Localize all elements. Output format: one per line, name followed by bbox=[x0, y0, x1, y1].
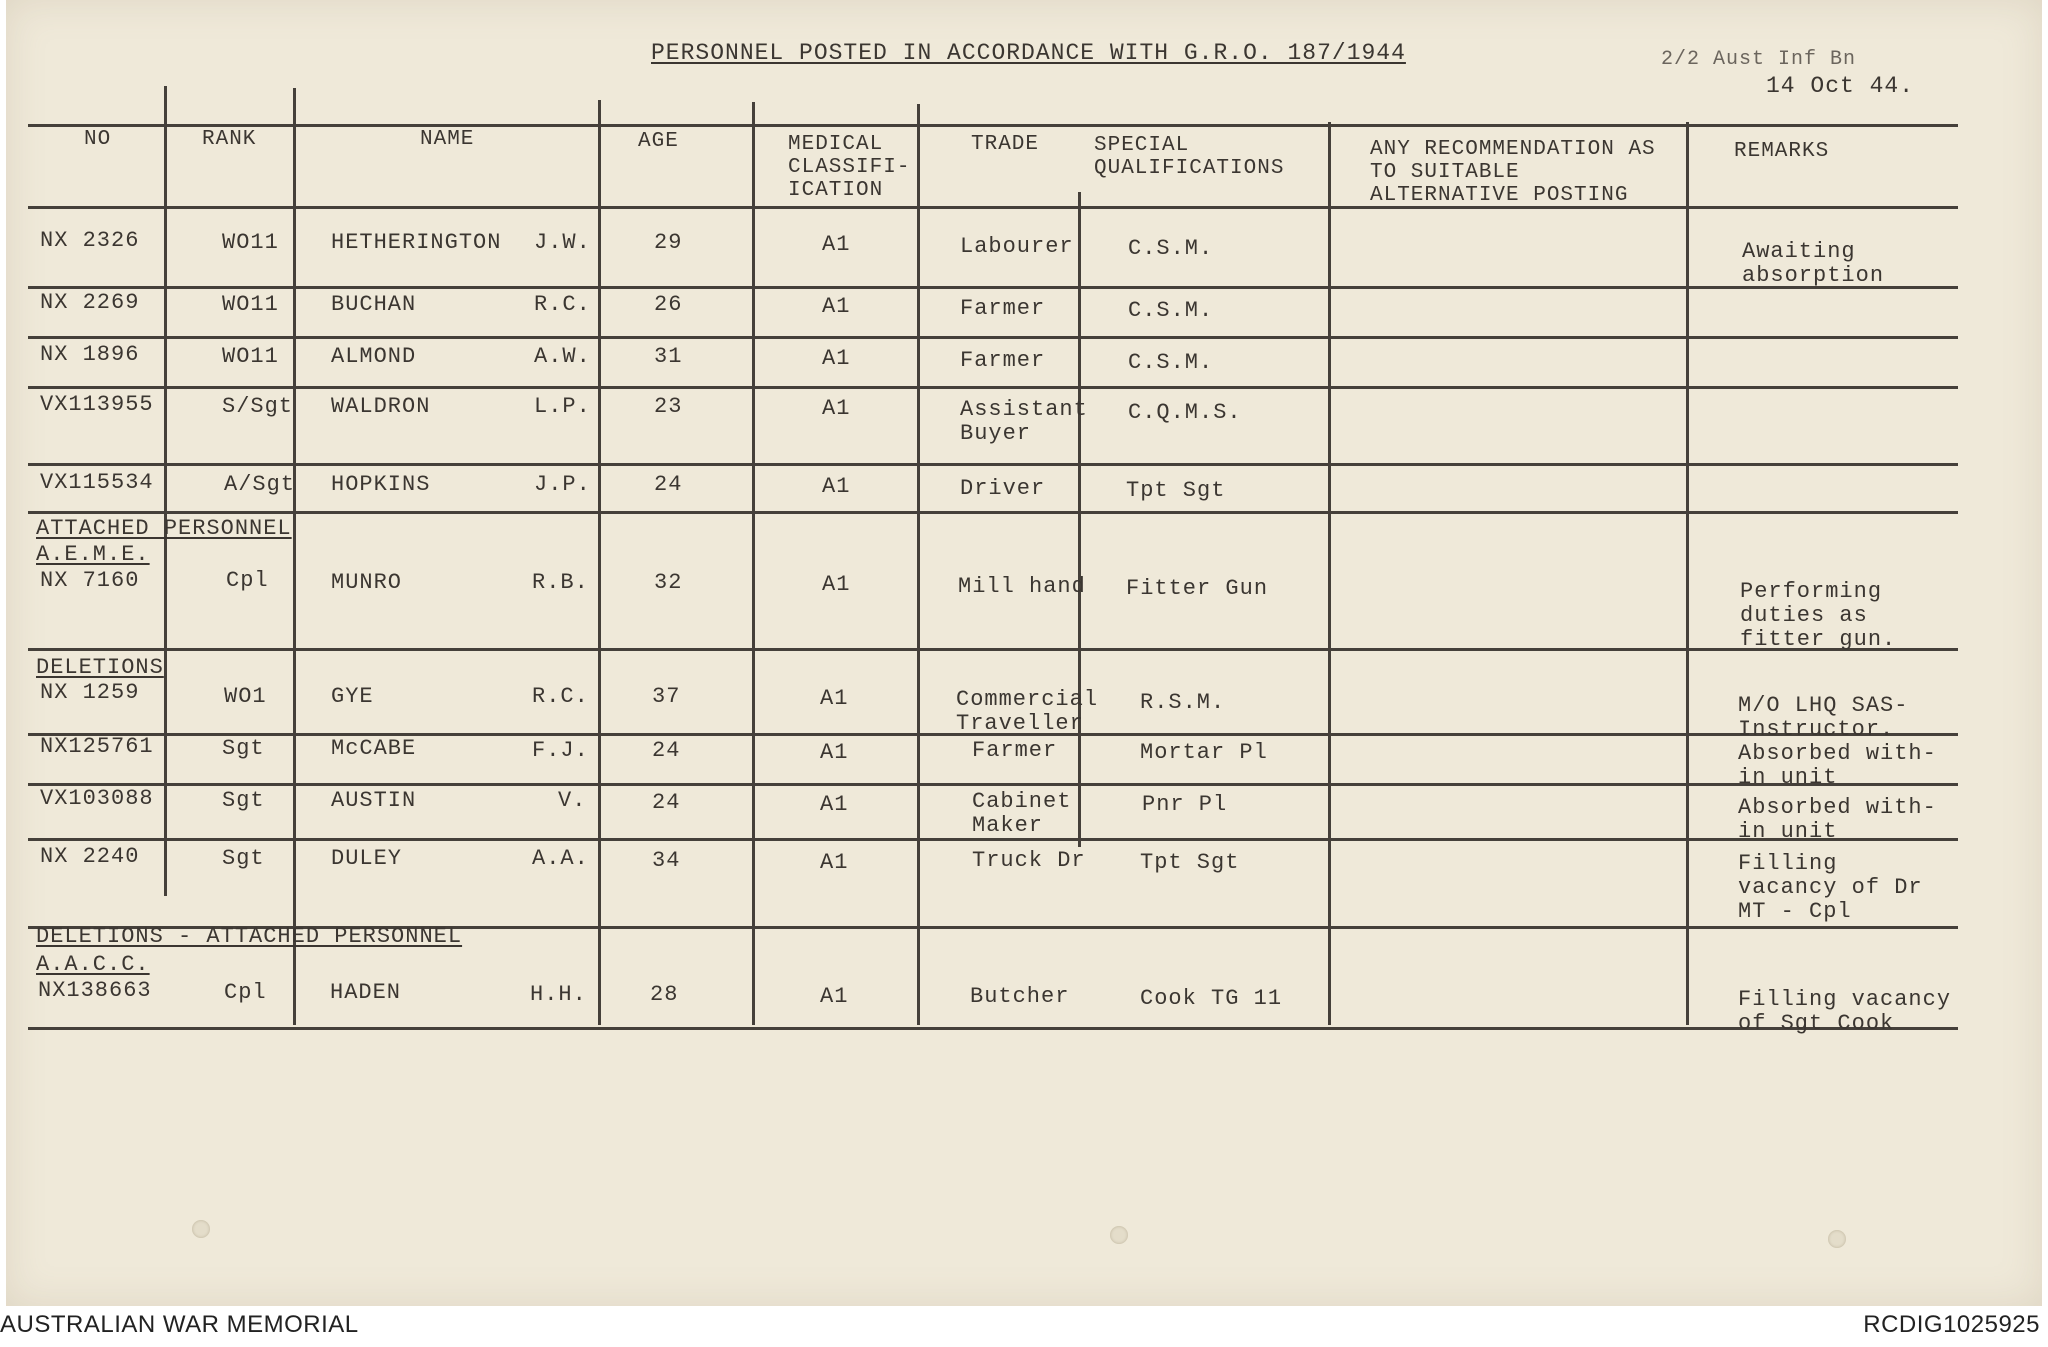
cell-age: 29 bbox=[654, 230, 683, 255]
cell-trade: Farmer bbox=[960, 348, 1046, 373]
cell-surname: HETHERINGTON bbox=[331, 230, 502, 255]
cell-age: 24 bbox=[652, 790, 681, 815]
cell-rank: S/Sgt bbox=[222, 394, 294, 419]
cell-special: Tpt Sgt bbox=[1140, 850, 1240, 875]
cell-special: C.S.M. bbox=[1128, 236, 1214, 261]
row-rule bbox=[28, 336, 1958, 339]
cell-initials: R.B. bbox=[532, 570, 589, 595]
header-name: NAME bbox=[420, 128, 475, 151]
row-rule bbox=[28, 463, 1958, 466]
header-remarks: REMARKS bbox=[1734, 140, 1830, 163]
cell-no: NX138663 bbox=[38, 978, 152, 1003]
cell-trade: Farmer bbox=[972, 738, 1058, 763]
cell-no: NX125761 bbox=[40, 734, 154, 759]
cell-trade: Mill hand bbox=[958, 574, 1086, 599]
header-rank: RANK bbox=[202, 128, 257, 151]
cell-initials: A.A. bbox=[532, 846, 589, 871]
table-bottom-rule bbox=[28, 1027, 1958, 1030]
punch-hole-mark bbox=[1110, 1226, 1128, 1244]
cell-special: C.S.M. bbox=[1128, 298, 1214, 323]
col-rule bbox=[293, 88, 296, 1025]
cell-initials: V. bbox=[558, 788, 587, 813]
section-aeme: A.E.M.E. bbox=[36, 542, 150, 567]
cell-special: Mortar Pl bbox=[1140, 740, 1268, 765]
cell-surname: DULEY bbox=[331, 846, 403, 871]
cell-age: 32 bbox=[654, 570, 683, 595]
cell-rank: WO11 bbox=[222, 230, 279, 255]
cell-remarks: Absorbed with- in unit bbox=[1738, 795, 1937, 844]
cell-medical: A1 bbox=[822, 294, 851, 319]
cell-no: VX115534 bbox=[40, 470, 154, 495]
cell-medical: A1 bbox=[822, 474, 851, 499]
cell-special: Pnr Pl bbox=[1142, 792, 1228, 817]
cell-rank: Sgt bbox=[222, 788, 265, 813]
cell-special: C.S.M. bbox=[1128, 350, 1214, 375]
col-rule bbox=[1686, 122, 1689, 1025]
col-rule bbox=[917, 104, 920, 1025]
cell-medical: A1 bbox=[820, 850, 849, 875]
cell-special: C.Q.M.S. bbox=[1128, 400, 1242, 425]
cell-initials: A.W. bbox=[534, 344, 591, 369]
cell-rank: Cpl bbox=[226, 568, 269, 593]
cell-age: 34 bbox=[652, 848, 681, 873]
punch-hole-mark bbox=[192, 1220, 210, 1238]
cell-surname: ALMOND bbox=[331, 344, 417, 369]
cell-surname: HOPKINS bbox=[331, 472, 431, 497]
section-deletions-attached: DELETIONS - ATTACHED PERSONNEL bbox=[36, 924, 463, 949]
cell-rank: Sgt bbox=[222, 736, 265, 761]
cell-rank: WO11 bbox=[222, 344, 279, 369]
cell-rank: A/Sgt bbox=[224, 472, 296, 497]
header-medical: MEDICAL CLASSIFI- ICATION bbox=[788, 133, 911, 202]
cell-rank: Cpl bbox=[224, 980, 267, 1005]
cell-special: Fitter Gun bbox=[1126, 576, 1269, 601]
row-rule bbox=[28, 783, 1958, 786]
row-rule bbox=[28, 511, 1958, 514]
cell-initials: H.H. bbox=[530, 982, 587, 1007]
cell-initials: J.W. bbox=[534, 230, 591, 255]
cell-trade: Butcher bbox=[970, 984, 1070, 1009]
cell-rank: Sgt bbox=[222, 846, 265, 871]
cell-special: Tpt Sgt bbox=[1126, 478, 1226, 503]
cell-trade: Labourer bbox=[960, 234, 1074, 259]
cell-surname: GYE bbox=[331, 684, 374, 709]
row-rule bbox=[28, 648, 1958, 651]
cell-surname: BUCHAN bbox=[331, 292, 417, 317]
col-rule bbox=[598, 100, 601, 1025]
cell-age: 23 bbox=[654, 394, 683, 419]
cell-initials: J.P. bbox=[534, 472, 591, 497]
cell-initials: L.P. bbox=[534, 394, 591, 419]
cell-medical: A1 bbox=[820, 740, 849, 765]
cell-remarks: Performing duties as fitter gun. bbox=[1740, 579, 1897, 652]
cell-no: NX 2269 bbox=[40, 290, 140, 315]
cell-remarks: Absorbed with- in unit bbox=[1738, 741, 1937, 790]
cell-no: NX 2326 bbox=[40, 228, 140, 253]
cell-trade: Commercial Traveller bbox=[956, 687, 1099, 736]
cell-age: 24 bbox=[654, 472, 683, 497]
header-special: SPECIAL QUALIFICATIONS bbox=[1094, 134, 1285, 180]
punch-hole-mark bbox=[1828, 1230, 1846, 1248]
section-attached-personnel: ATTACHED PERSONNEL bbox=[36, 516, 292, 541]
cell-age: 37 bbox=[652, 684, 681, 709]
cell-no: NX 1896 bbox=[40, 342, 140, 367]
cell-remarks: Awaiting absorption bbox=[1742, 239, 1885, 288]
cell-age: 26 bbox=[654, 292, 683, 317]
cell-trade: Cabinet Maker bbox=[972, 789, 1072, 838]
unit-reference: 2/2 Aust Inf Bn bbox=[1661, 48, 1857, 71]
cell-initials: R.C. bbox=[534, 292, 591, 317]
cell-no: NX 1259 bbox=[40, 680, 140, 705]
cell-special: Cook TG 11 bbox=[1140, 986, 1283, 1011]
cell-special: R.S.M. bbox=[1140, 690, 1226, 715]
cell-surname: McCABE bbox=[331, 736, 417, 761]
cell-medical: A1 bbox=[820, 984, 849, 1009]
cell-no: VX113955 bbox=[40, 392, 154, 417]
cell-remarks: Filling vacancy of Dr MT - Cpl bbox=[1738, 851, 1923, 924]
cell-no: NX 2240 bbox=[40, 844, 140, 869]
cell-medical: A1 bbox=[822, 572, 851, 597]
row-rule bbox=[28, 286, 1958, 289]
cell-medical: A1 bbox=[822, 232, 851, 257]
col-rule bbox=[1078, 192, 1081, 847]
col-rule bbox=[164, 86, 167, 896]
section-aacc: A.A.C.C. bbox=[36, 952, 150, 977]
cell-no: VX103088 bbox=[40, 786, 154, 811]
cell-trade: Truck Dr bbox=[972, 848, 1086, 873]
header-age: AGE bbox=[638, 130, 679, 153]
cell-medical: A1 bbox=[822, 396, 851, 421]
cell-surname: MUNRO bbox=[331, 570, 403, 595]
cell-rank: WO1 bbox=[224, 684, 267, 709]
cell-medical: A1 bbox=[820, 686, 849, 711]
document-title: PERSONNEL POSTED IN ACCORDANCE WITH G.R.O. 187/1944 bbox=[651, 40, 1406, 66]
document-page bbox=[6, 0, 2042, 1306]
document-date: 14 Oct 44. bbox=[1766, 73, 1915, 99]
cell-age: 28 bbox=[650, 982, 679, 1007]
cell-trade: Farmer bbox=[960, 296, 1046, 321]
cell-initials: R.C. bbox=[532, 684, 589, 709]
cell-remarks: Filling vacancy of Sgt Cook bbox=[1738, 987, 1952, 1036]
cell-surname: WALDRON bbox=[331, 394, 431, 419]
cell-surname: HADEN bbox=[330, 980, 402, 1005]
cell-no: NX 7160 bbox=[40, 568, 140, 593]
col-rule bbox=[752, 102, 755, 1025]
col-rule bbox=[1328, 122, 1331, 1025]
row-rule bbox=[28, 838, 1958, 841]
cell-medical: A1 bbox=[822, 346, 851, 371]
cell-trade: Assistant Buyer bbox=[960, 397, 1088, 446]
header-recommendation: ANY RECOMMENDATION AS TO SUITABLE ALTERNATIVE POSTING bbox=[1370, 138, 1656, 207]
cell-rank: WO11 bbox=[222, 292, 279, 317]
header-trade: TRADE bbox=[971, 133, 1040, 156]
table-top-rule bbox=[28, 124, 1958, 127]
section-deletions: DELETIONS bbox=[36, 655, 164, 680]
cell-age: 31 bbox=[654, 344, 683, 369]
cell-trade: Driver bbox=[960, 476, 1046, 501]
footer-archive-name: AUSTRALIAN WAR MEMORIAL bbox=[0, 1311, 359, 1338]
header-no: NO bbox=[84, 128, 112, 151]
cell-surname: AUSTIN bbox=[331, 788, 417, 813]
footer-record-id: RCDIG1025925 bbox=[1863, 1311, 2040, 1338]
cell-remarks: M/O LHQ SAS- Instructor. bbox=[1738, 693, 1909, 742]
cell-medical: A1 bbox=[820, 792, 849, 817]
cell-initials: F.J. bbox=[532, 738, 589, 763]
row-rule bbox=[28, 386, 1958, 389]
cell-age: 24 bbox=[652, 738, 681, 763]
